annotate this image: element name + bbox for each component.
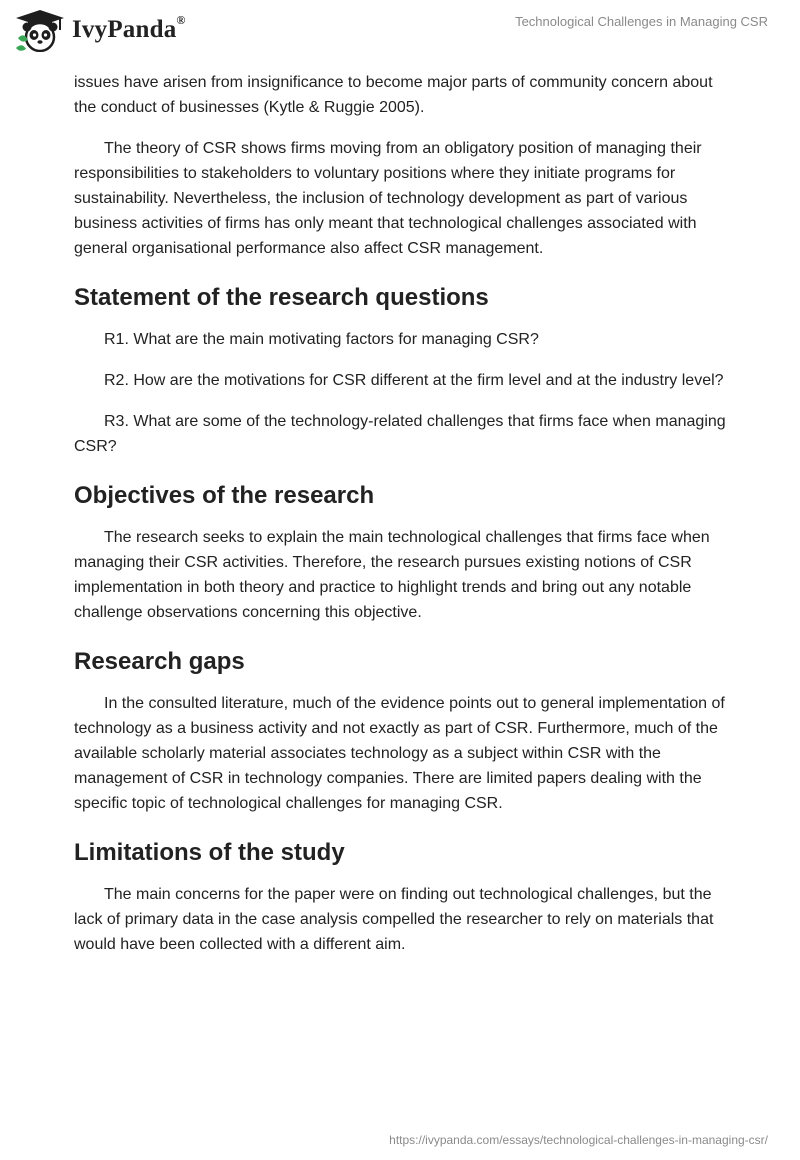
heading-research-gaps: Research gaps [74,648,245,675]
brand-name: IvyPanda® [72,12,186,43]
paragraph-intro: issues have arisen from insignificance to become major parts of community concern about the conduct of businesses (Kytle & Ruggie 2005). [74,74,713,116]
research-question-1: R1. What are the main motivating factors for managing CSR? [104,331,539,348]
essay-body [74,70,728,973]
research-question-2: R2. How are the motivations for CSR different at the firm level and at the industry level? [104,372,724,389]
page-header [0,0,800,66]
heading-limitations: Limitations of the study [74,839,345,866]
paragraph-theory: The theory of CSR shows firms moving from an obligatory position of managing their responsibilities to stakeholders to voluntary positions where they initiate programs for sustainability. Nevertheless, the inclusion of technology development as part of various business activities of firms has only meant that technological challenges associated with general organisational performance also affect CSR management. [74,140,702,257]
source-url-link[interactable]: https://ivypanda.com/essays/technological-challenges-in-managing-csr/ [389,1133,768,1147]
panda-graduate-icon [14,8,66,52]
running-title: Technological Challenges in Managing CSR [515,14,768,29]
paragraph-research-gaps: In the consulted literature, much of the evidence points out to general implementation of technology as a business activity and not exactly as part of CSR. Furthermore, much of the available scholarly material associates technology as a subject within CSR with the management of CSR in technology companies. There are limited papers dealing with the specific topic of technological challenges for managing CSR. [74,695,725,812]
ivypanda-logo[interactable] [14,8,186,52]
research-question-3: R3. What are some of the technology-related challenges that firms face when managing CSR? [74,413,726,455]
paragraph-objectives: The research seeks to explain the main technological challenges that firms face when managing their CSR activities. Therefore, the research pursues existing notions of CSR implementation in both theory and practice to highlight trends and bring out any notable challenge observations concerning this objective. [74,529,710,621]
heading-objectives: Objectives of the research [74,482,375,509]
paragraph-limitations: The main concerns for the paper were on finding out technological challenges, but the lack of primary data in the case analysis compelled the researcher to rely on materials that would have been collected with a different aim. [74,886,714,953]
heading-research-questions: Statement of the research questions [74,284,489,311]
